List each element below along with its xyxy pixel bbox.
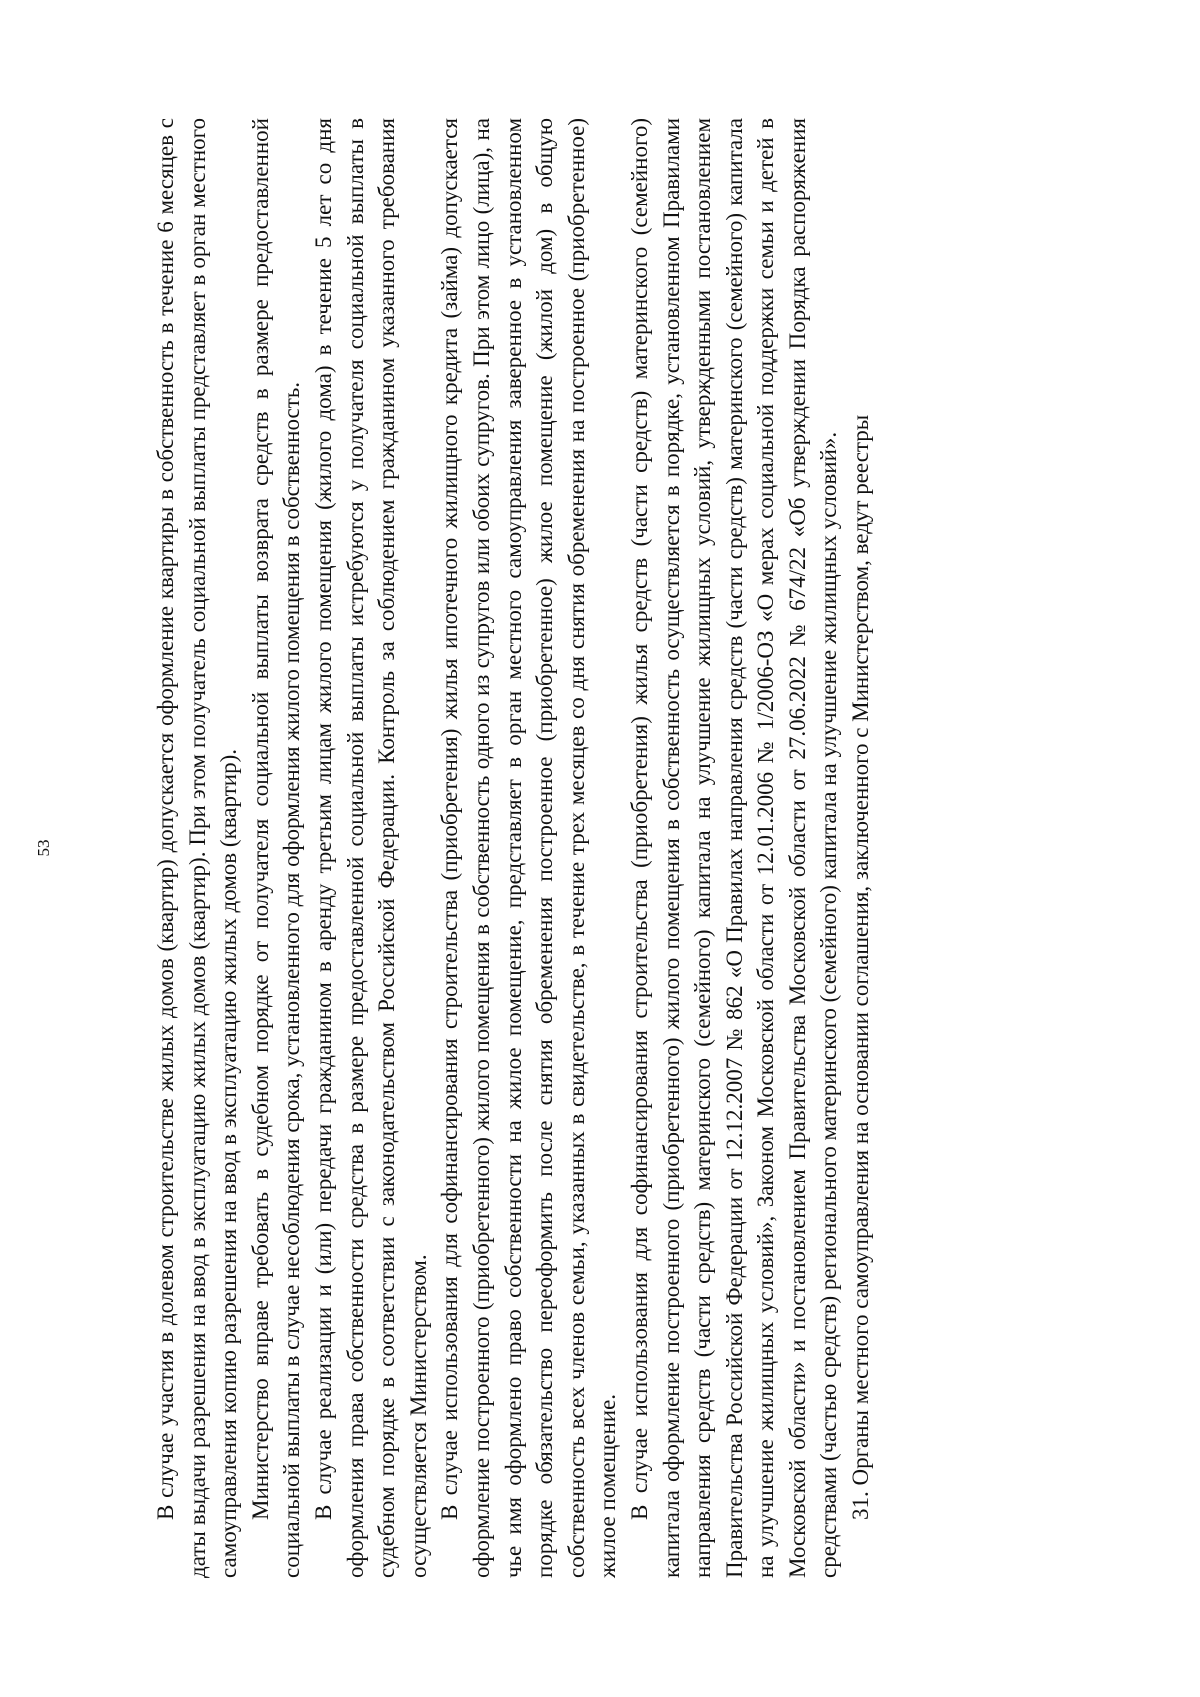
document-body bbox=[150, 118, 1050, 1578]
paragraph: Министерство вправе требовать в судебном порядке от получателя социальной выплаты возврата средств в размере предоставленной социальной выплаты в случае несоблюдения срока, установленного для оформления жилого помещения в собственность. bbox=[247, 118, 305, 1578]
paragraph: В случае реализации и (или) передачи гражданином в аренду третьим лицам жилого помещения (жилого дома) в течение 5 лет со дня оформления права собственности средства в размере предоставленной социальной выплаты истребуются у получателя социальной выплаты в судебном порядке в соответствии с законодательством Российской Федерации. Контроль за соблюдением гражданином указанного требования осуществляется Министерством. bbox=[310, 118, 431, 1578]
paragraph: 31. Органы местного самоуправления на основании соглашения, заключенного с Министерством, ведут реестры bbox=[848, 414, 874, 1520]
page-number: 53 bbox=[34, 839, 53, 857]
paragraph: В случае участия в долевом строительстве жилых домов (квартир) допускается оформление квартиры в собственность в течение 6 месяцев с даты выдачи разрешения на ввод в эксплуатацию жилых домов (квартир). При этом получатель социальной выплаты представляет в орган местного самоуправления копию разрешения на ввод в эксплуатацию жилых домов (квартир). bbox=[153, 118, 242, 1578]
paragraph: В случае использования для софинансирования строительства (приобретения) жилья ипотечного жилищного кредита (займа) допускается оформление построенного (приобретенного) жилого помещения в собственность одного из супругов или обоих супругов. При этом лицо (лица), на чье имя оформлено право собственности на жилое помещение, представляет в орган местного самоуправления заверенное в установленном порядке обязательство переоформить после снятия обременения построенное (приобретенное) жилое помещение (жилой дом) в общую собственность всех членов семьи, указанных в свидетельстве, в течение трех месяцев со дня снятия обременения на построенное (приобретенное) жилое помещение. bbox=[437, 118, 621, 1578]
paragraph: В случае использования для софинансирования строительства (приобретения) жилья средств (части средств) материнского (семейного) капитала оформление построенного (приобретенного) жилого помещения в собственность осуществляется в порядке, установленном Правилами направления средств (части средств) материнского (семейного) капитала на улучшение жилищных условий, утвержденными постановлением Правительства Российской Федерации от 12.12.2007 № 862 «О Правилах направления средств (части средств) материнского (семейного) капитала на улучшение жилищных условий», Законом Московской области от 12.01.2006 № 1/2006-ОЗ «О мерах социальной поддержки семьи и детей в Московской области» и постановлением Правительства Московской области от 27.06.2022 № 674/22 «Об утверждении Порядка распоряжения средствами (частью средств) регионального материнского (семейного) капитала на улучшение жилищных условий». bbox=[626, 118, 842, 1578]
